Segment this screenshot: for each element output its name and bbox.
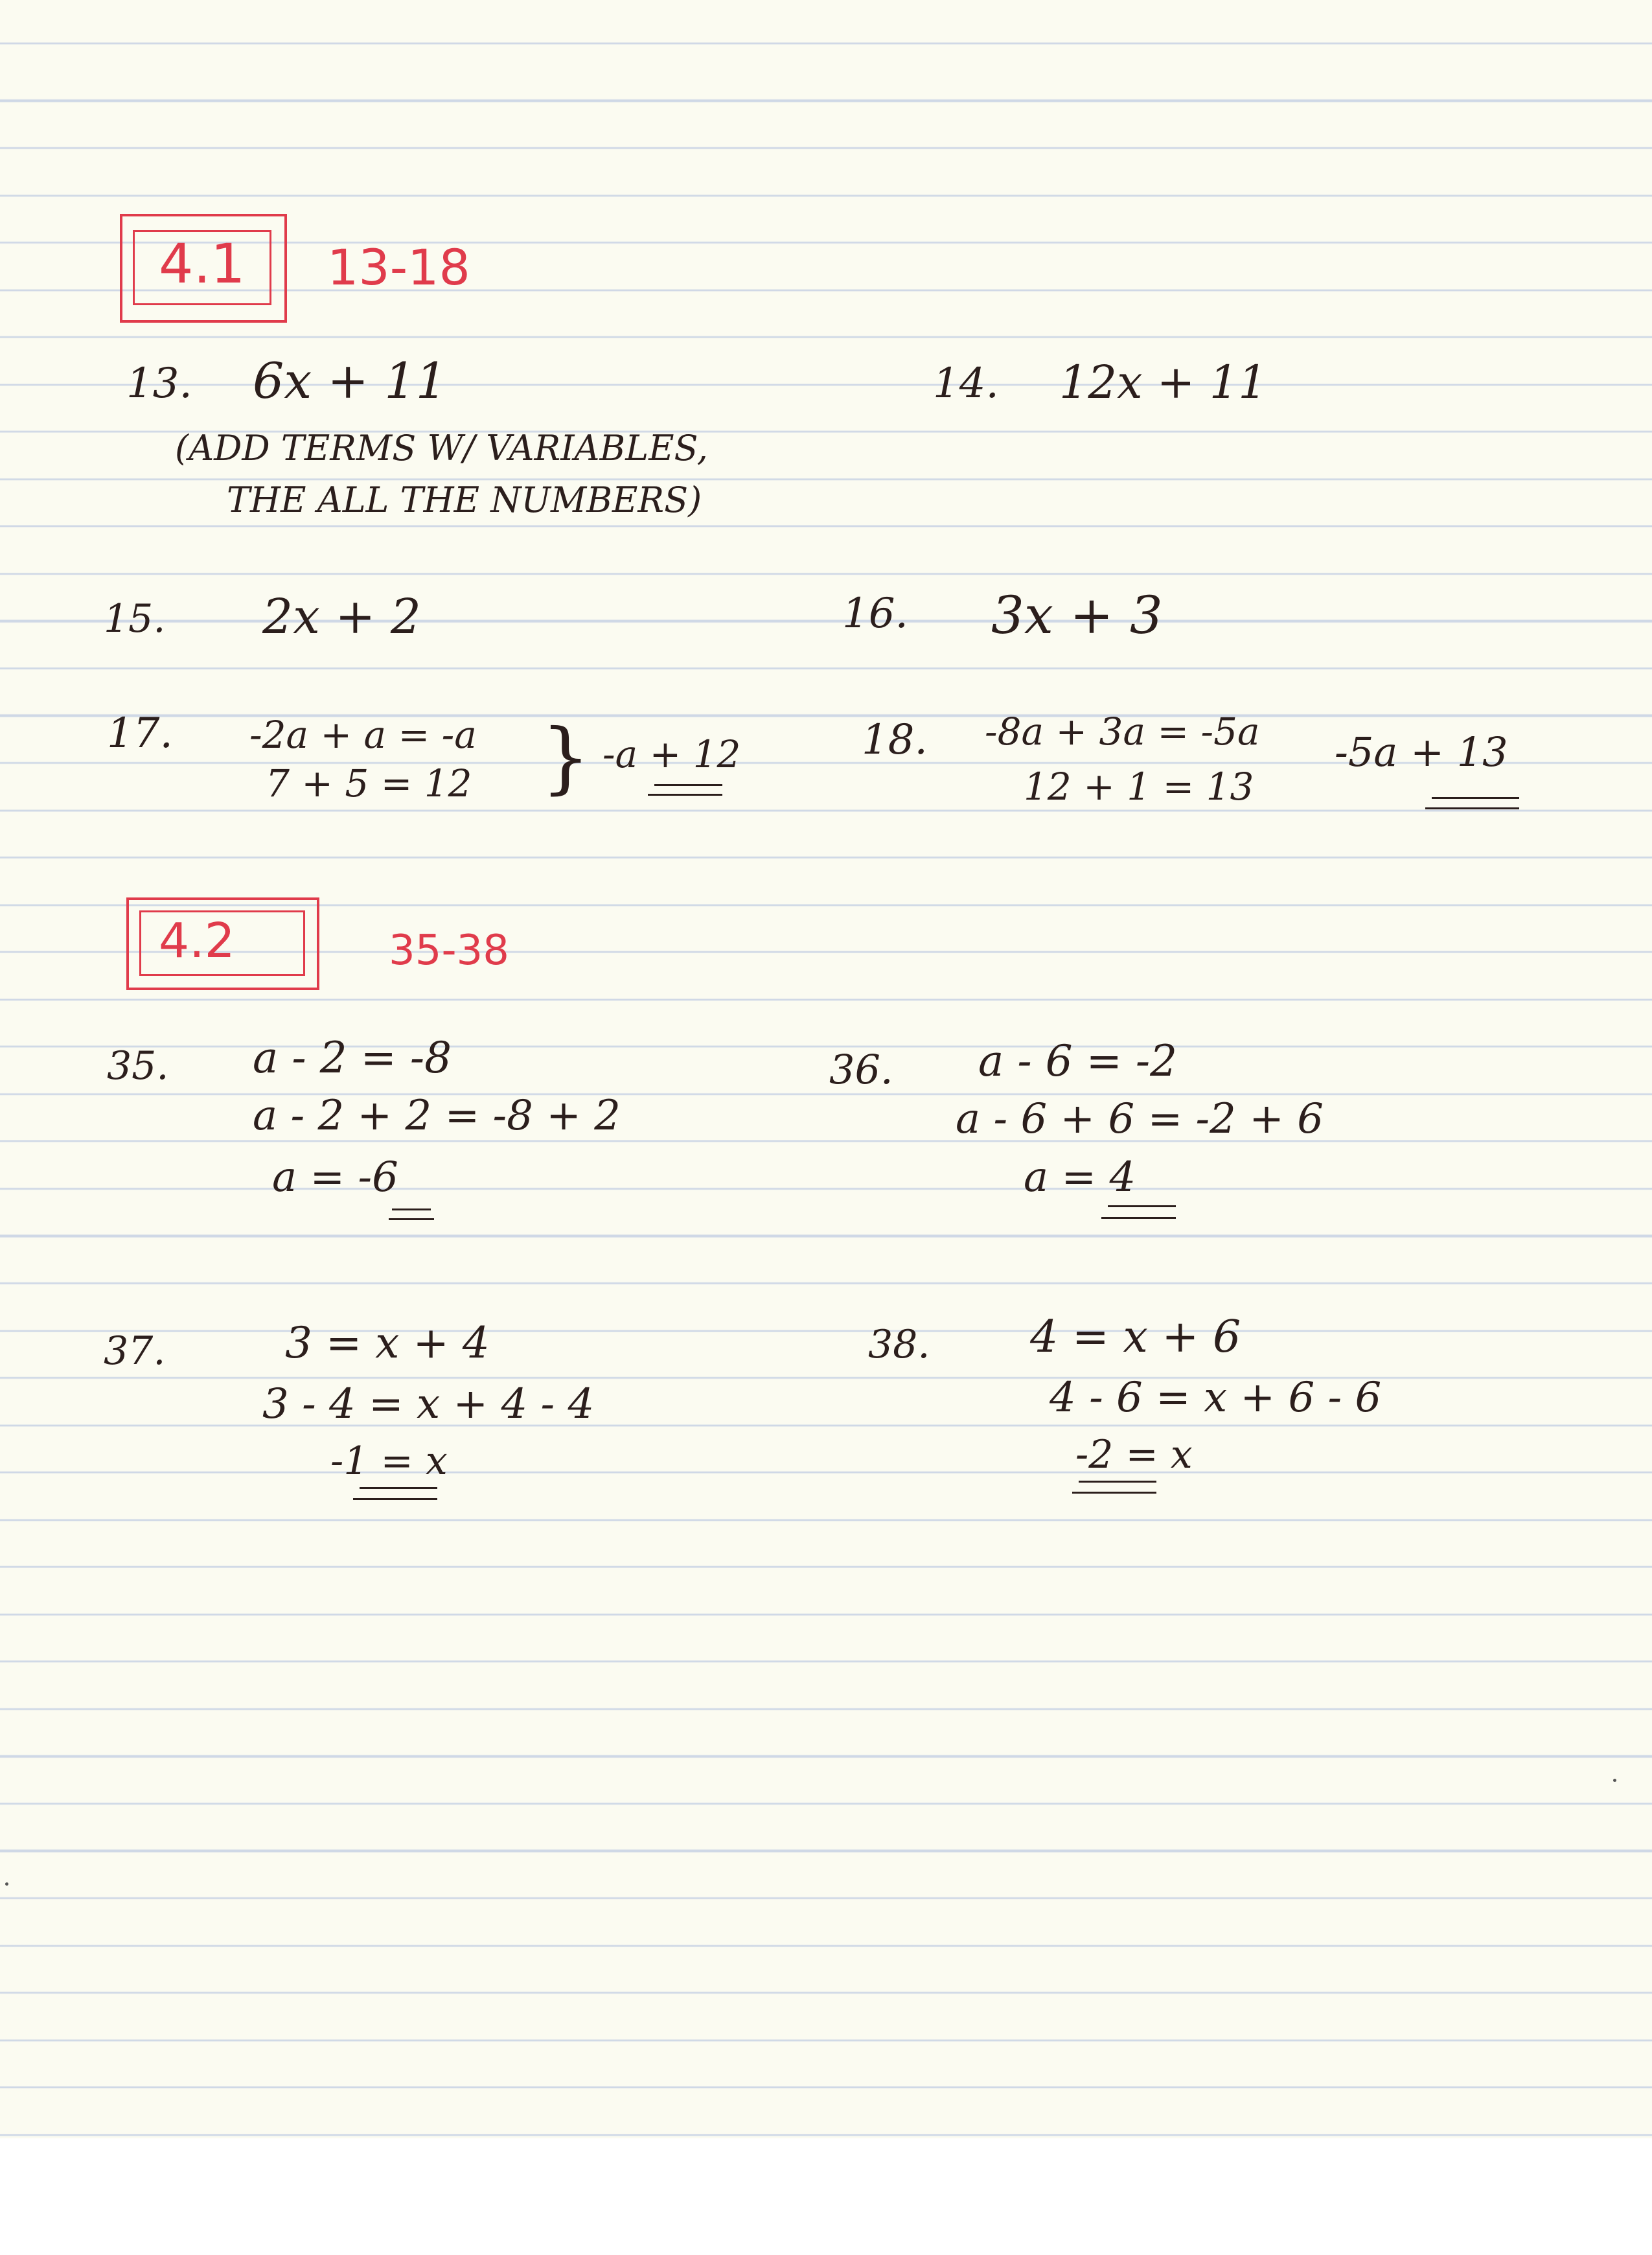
work-38-line1: 4 = x + 6 [1030, 1312, 1241, 1363]
answer-36: a = 4 [1024, 1153, 1136, 1201]
double-underline-36b [1101, 1217, 1176, 1219]
problem-number-35: 35. [107, 1043, 169, 1089]
double-underline-35b [389, 1218, 434, 1220]
problem-number-18: 18. [862, 716, 928, 764]
double-underline-38a [1079, 1481, 1156, 1483]
note-13-line1: (ADD TERMS W/ VARIABLES, [175, 428, 708, 468]
answer-13: 6x + 11 [253, 352, 447, 410]
section-label-4-2: 4.2 [159, 913, 235, 969]
result-17: -a + 12 [602, 732, 741, 776]
work-18-line2: 12 + 1 = 13 [1024, 765, 1254, 809]
work-36-line1: a - 6 = -2 [978, 1036, 1178, 1086]
answer-16: 3x + 3 [991, 585, 1163, 645]
paper-speck [1613, 1779, 1616, 1782]
problem-number-15: 15. [104, 596, 166, 642]
double-underline-37a [360, 1487, 437, 1489]
work-35-line1: a - 2 = -8 [253, 1033, 452, 1083]
answer-14: 12x + 11 [1059, 356, 1267, 409]
work-38-line2: 4 - 6 = x + 6 - 6 [1050, 1374, 1382, 1422]
answer-15: 2x + 2 [262, 589, 421, 645]
problem-number-17: 17. [107, 710, 173, 757]
answer-38: -2 = x [1075, 1432, 1193, 1477]
double-underline-18b [1425, 807, 1519, 809]
problem-number-16: 16. [842, 590, 908, 638]
work-37-line2: 3 - 4 = x + 4 - 4 [262, 1380, 595, 1428]
section-range-4-2: 35-38 [389, 927, 509, 975]
work-17-line1: -2a + a = -a [249, 713, 477, 757]
double-underline-37b [353, 1498, 437, 1500]
brace-17: } [541, 713, 591, 803]
double-underline-36a [1108, 1205, 1176, 1207]
work-36-line2: a - 6 + 6 = -2 + 6 [956, 1095, 1324, 1143]
problem-number-38: 38. [868, 1322, 930, 1367]
section-range-4-1: 13-18 [327, 238, 470, 296]
work-35-line2: a - 2 + 2 = -8 + 2 [253, 1092, 621, 1140]
work-18-line1: -8a + 3a = -5a [985, 710, 1260, 754]
answer-37: -1 = x [330, 1439, 448, 1484]
double-underline-38b [1072, 1492, 1156, 1494]
double-underline-18a [1432, 797, 1519, 799]
problem-number-36: 36. [829, 1046, 893, 1093]
work-37-line1: 3 = x + 4 [285, 1318, 490, 1368]
scan-margin [0, 2138, 1652, 2255]
double-underline-17b [648, 794, 722, 796]
problem-number-14: 14. [933, 360, 999, 408]
answer-35: a = -6 [272, 1153, 398, 1201]
paper-speck [5, 1882, 8, 1886]
problem-number-37: 37. [104, 1328, 166, 1374]
note-13-line2: THE ALL THE NUMBERS) [227, 480, 702, 520]
work-17-line2: 7 + 5 = 12 [266, 761, 472, 805]
section-label-4-1: 4.1 [159, 232, 246, 295]
result-18: -5a + 13 [1335, 728, 1508, 776]
double-underline-17a [654, 784, 722, 786]
double-underline-35a [392, 1208, 431, 1210]
problem-number-13: 13. [126, 360, 192, 408]
